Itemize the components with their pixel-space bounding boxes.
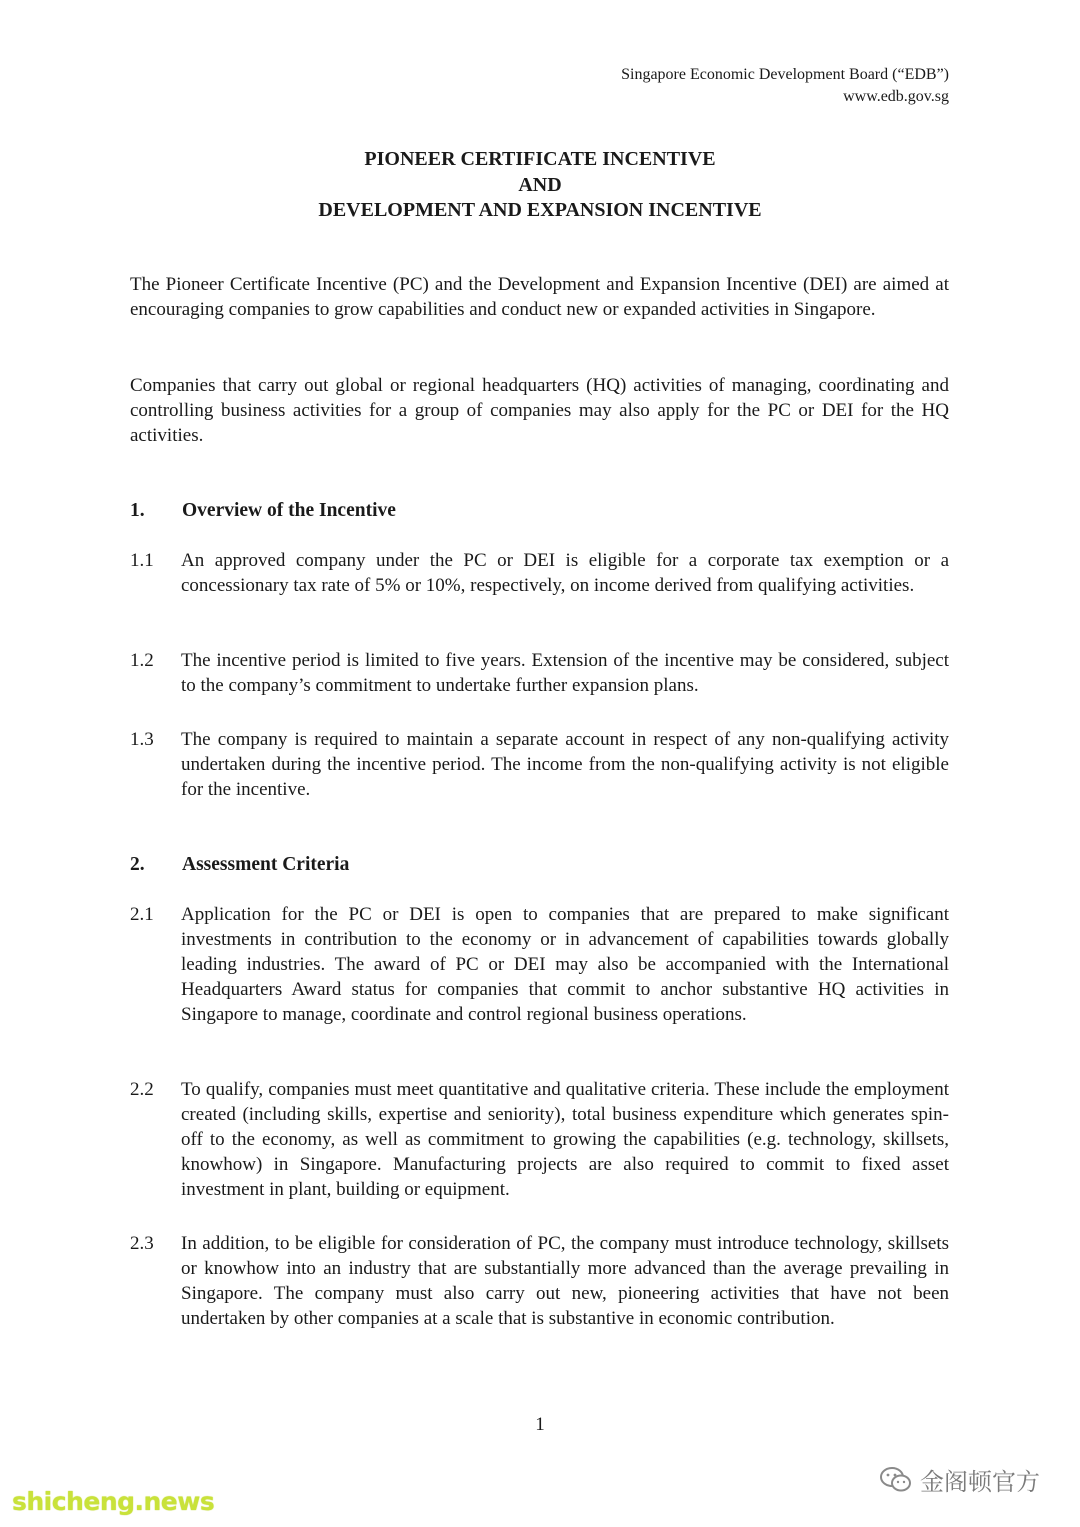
section-title: Overview of the Incentive (182, 500, 396, 521)
wechat-icon (878, 1465, 914, 1495)
section-heading-1 (130, 498, 396, 523)
clause-1-1 (130, 548, 949, 598)
clause-number: 2.1 (130, 904, 154, 925)
clause-1-2 (130, 648, 949, 698)
clause-number: 2.3 (130, 1233, 154, 1254)
clause-text: An approved company under the PC or DEI is eligible for a corporate tax exemption or a concessionary tax rate of 5% or 10%, respectively, on income derived from qualifying activities. (181, 550, 949, 596)
clause-text: To qualify, companies must meet quantitative and qualitative criteria. These include the employment created (including skills, expertise and seniority), total business expenditure which generates spin-off to the economy, as well as commitment to growing the capabilities (e.g. technology, skillsets, knowhow) in Singapore. Manufacturing projects are also required to commit to fixed asset investment in plant, building or equipment. (181, 1079, 949, 1200)
clause-1-3 (130, 727, 949, 802)
header-organization: Singapore Economic Development Board (“EDB”) (621, 66, 949, 83)
clause-text: The company is required to maintain a separate account in respect of any non-qualifying activity undertaken during the incentive period. The income from the non-qualifying activity is not eligible for the incentive. (181, 729, 949, 800)
section-heading-2 (130, 852, 349, 877)
section-number: 1. (130, 500, 145, 521)
title-line-2: AND (518, 173, 562, 196)
document-header (621, 64, 949, 108)
clause-2-3 (130, 1231, 949, 1331)
clause-number: 1.3 (130, 729, 154, 750)
section-number: 2. (130, 854, 145, 875)
clause-text: The incentive period is limited to five years. Extension of the incentive may be considered, subject to the company’s commitment to undertake further expansion plans. (181, 650, 949, 696)
clause-number: 1.1 (130, 550, 154, 571)
section-title: Assessment Criteria (182, 854, 350, 875)
title-line-3: DEVELOPMENT AND EXPANSION INCENTIVE (318, 199, 762, 221)
document-title (0, 147, 1080, 224)
clause-2-1 (130, 902, 949, 1027)
intro-paragraph-2: Companies that carry out global or regional headquarters (HQ) activities of managing, coordinating and controlling business activities for a group of companies may also apply for the PC or DEI for the HQ activities. (130, 375, 949, 446)
account-name: 金阁顿官方 (920, 1468, 1040, 1496)
page-number: 1 (535, 1414, 545, 1435)
site-watermark: shicheng.news (12, 1487, 215, 1516)
header-url[interactable]: www.edb.gov.sg (843, 88, 949, 105)
clause-text: In addition, to be eligible for consideration of PC, the company must introduce technology, skillsets or knowhow into an industry that are substantially more advanced than the average prevailing in Singapore. The company must also carry out new, pioneering activities that have not been undertaken by other companies at a scale that is substantive in economic contribution. (181, 1233, 949, 1329)
title-line-1: PIONEER CERTIFICATE INCENTIVE (364, 148, 716, 170)
clause-text: Application for the PC or DEI is open to companies that are prepared to make significant investments in contribution to the economy or in advancement of capabilities towards globally leading industries. The award of PC or DEI may also be accompanied with the International Headquarters Award status for companies that commit to anchor substantive HQ activities in Singapore to manage, coordinate and control regional business operations. (181, 904, 949, 1025)
clause-2-2 (130, 1077, 949, 1202)
clause-number: 2.2 (130, 1079, 154, 1100)
intro-paragraph-1: The Pioneer Certificate Incentive (PC) and the Development and Expansion Incentive (DEI) are aimed at encouraging companies to grow capabilities and conduct new or expanded activities in Singapore. (130, 274, 949, 320)
clause-number: 1.2 (130, 650, 154, 671)
account-watermark (878, 1462, 1040, 1497)
